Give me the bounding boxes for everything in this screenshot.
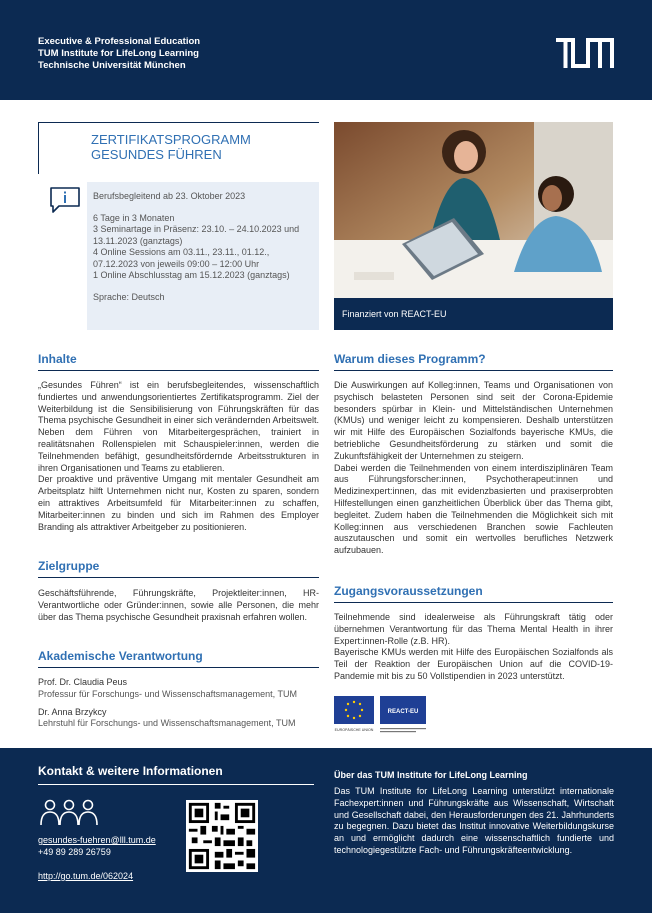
detail-online: 4 Online Sessions am 03.11., 23.11., 01.12., 07.12.2023 von jeweils 09:00 – 12:00 Uhr — [93, 247, 270, 269]
institution-block — [38, 36, 200, 72]
footer-heading: Kontakt & weitere Informationen — [38, 764, 223, 778]
info-icon — [49, 186, 81, 214]
funding-banner: Finanziert von REACT-EU — [334, 298, 613, 330]
institution-line: Executive & Professional Education — [38, 36, 201, 47]
qr-code-icon — [186, 800, 258, 872]
person-role: Lehrstuhl für Forschungs- und Wissenschaftsmanagement, TUM — [38, 718, 296, 729]
warum-text — [334, 380, 613, 557]
footer-rule — [38, 784, 314, 785]
program-title-line1: ZERTIFIKATSPROGRAMM — [91, 132, 251, 147]
person-role: Professur für Forschungs- und Wissenschaftsmanagement, TUM — [38, 688, 297, 699]
contact-phone: +49 89 289 26759 — [38, 847, 111, 857]
react-eu-label: REACT-EU — [387, 709, 419, 715]
section-heading-zugang: Zugangsvoraussetzungen — [334, 584, 483, 598]
program-title — [91, 132, 251, 162]
section-rule — [334, 602, 613, 603]
about-text: Das TUM Institute for LifeLong Learning unterstützt internationale Fachexpert:innen und Führungskräfte aus Wissenschaft, Wirtschaft und Gesellschaft dabei, den Herausforderungen des 21. Jahrhunderts zu begegnen. Dazu bietet das Institut innovative Weiterbildungskurse an und ermöglicht dadurch eine wissenschaftlich fundierte und technologiegestützte Fach- und Führungskräfteentwicklung. — [334, 786, 614, 855]
eu-funding-logos — [334, 696, 428, 740]
people-icon — [38, 798, 100, 826]
person-name: Dr. Anna Brzykcy — [38, 706, 107, 717]
inhalte-paragraph-1: „Gesundes Führen“ ist ein berufsbegleitendes, wissenschaftlich fundiertes und anwendungsorientiertes Zertifikatsprogramm. Ziel der Weiterbildung ist die Sensibilisierung von Führungskräften für das Thema psychische Gesundheit in einer sich verändernden Arbeitswelt. Neben dem Führen von Mitarbeitergesprächen, trainiert in realitätsnahen Rollenspielen mit Schauspieler:innen, werden die Teilnehmenden befähigt, gesundheitsfördernde Arbeitsstrukturen in ihren Organisationen und Teams zu etablieren. — [38, 380, 319, 473]
section-heading-akademisch: Akademische Verantwortung — [38, 649, 203, 663]
zielgruppe-text — [38, 588, 319, 623]
section-rule — [334, 370, 613, 371]
contact-email-link[interactable]: gesundes-fuehren@lll.tum.de — [38, 835, 156, 845]
institution-line: TUM Institute for LifeLong Learning — [38, 48, 199, 59]
detail-seminars: 3 Seminartage in Präsenz: 23.10. – 24.10.2023 und 13.11.2023 (ganztags) — [93, 224, 300, 246]
program-title-line2: GESUNDES FÜHREN — [91, 147, 222, 162]
zielgruppe-paragraph: Geschäftsführende, Führungskräfte, Projektleiter:innen, HR-Verantwortliche oder Gründer:innen, sowie alle Personen, die mehr über das Thema psychische Gesundheit praxisnah erfahren wollen. — [38, 588, 319, 622]
contact-info — [38, 834, 156, 882]
section-rule — [38, 577, 319, 578]
warum-paragraph-2: Dabei werden die Teilnehmenden von einem interdisziplinären Team aus Führungsforscher:innen, Psychotherapeut:innen und Medizinexpert:innen, das mit evidenzbasierten und praxiserprobten Hilfestellungen einen ganzheitlichen Überblick über das Thema gibt, begleitet. Zudem haben die Teilnehmenden die Möglichkeit sich mit Kolleg:innen aus verschiedenen Branchen sowie Fachleuten auszutauschen und somit ein wertvolles berufliches Netzwerk aufzubauen. — [334, 462, 613, 556]
program-details — [87, 182, 319, 330]
eu-flag-icon — [334, 696, 374, 724]
section-heading-warum: Warum dieses Programm? — [334, 352, 486, 366]
detail-duration: 6 Tage in 3 Monaten — [93, 212, 175, 223]
footer — [0, 748, 652, 913]
zugang-paragraph-1: Teilnehmende sind idealerweise als Führungskraft tätig oder übernehmen Verantwortung für das Thema Mental Health in ihrer Expert:innen-Rolle (z.B. HR). — [334, 612, 613, 646]
header-bar — [0, 0, 652, 100]
section-rule — [38, 370, 319, 371]
inhalte-paragraph-2: Der proaktive und präventive Umgang mit mentaler Gesundheit am Arbeitsplatz hilft Unternehmen nicht nur, Kosten zu sparen, sondern ein attraktives Arbeitsumfeld für Mitarbeiter:innen zu schaffen, Mitarbeiter:innen zu binden und sich im Rahmen des Employer Branding als attraktiver Arbeitgeber zu positionieren. — [38, 474, 319, 532]
eu-label: EUROPÄISCHE UNION — [334, 728, 374, 732]
zugang-text — [334, 612, 613, 683]
tum-logo — [556, 38, 614, 68]
akademisch-people — [38, 677, 323, 730]
person-name: Prof. Dr. Claudia Peus — [38, 677, 128, 687]
inhalte-text — [38, 380, 319, 533]
section-heading-inhalte: Inhalte — [38, 352, 77, 366]
detail-final: 1 Online Abschlusstag am 15.12.2023 (ganztags) — [93, 270, 290, 280]
detail-start: Berufsbegleitend ab 23. Oktober 2023 — [93, 191, 246, 201]
warum-paragraph-1: Die Auswirkungen auf Kolleg:innen, Teams und Organisationen von psychisch belasteten Personen sind seit der Corona-Epidemie besonders spürbar in Klein- und Mittelständischen Unternehmen (KMUs) und weniger leicht zu kompensieren. Deshalb unterstützen wir mit Hilfe des Europäischen Sozialfonds bayerische KMUs, die betriebliche Gesundheitsförderung zu stärken und somit die Zukunftsfähigkeit der Unternehmen zu steigern. — [334, 380, 613, 461]
zugang-paragraph-2: Bayerische KMUs werden mit Hilfe des Europäischen Sozialfonds als Teil der Reaktion der Europäischen Union auf die COVID-19-Pandemie mit bis zu 50 Vollstipendien in 2023 unterstützt. — [334, 647, 613, 681]
program-photo — [334, 122, 613, 298]
detail-language: Sprache: Deutsch — [93, 291, 165, 302]
contact-url-link[interactable]: http://go.tum.de/062024 — [38, 871, 134, 881]
section-heading-zielgruppe: Zielgruppe — [38, 559, 100, 573]
institution-line: Technische Universität München — [38, 60, 186, 71]
about-heading: Über das TUM Institute for LifeLong Learning — [334, 770, 528, 780]
program-title-box — [38, 122, 319, 174]
section-rule — [38, 667, 319, 668]
